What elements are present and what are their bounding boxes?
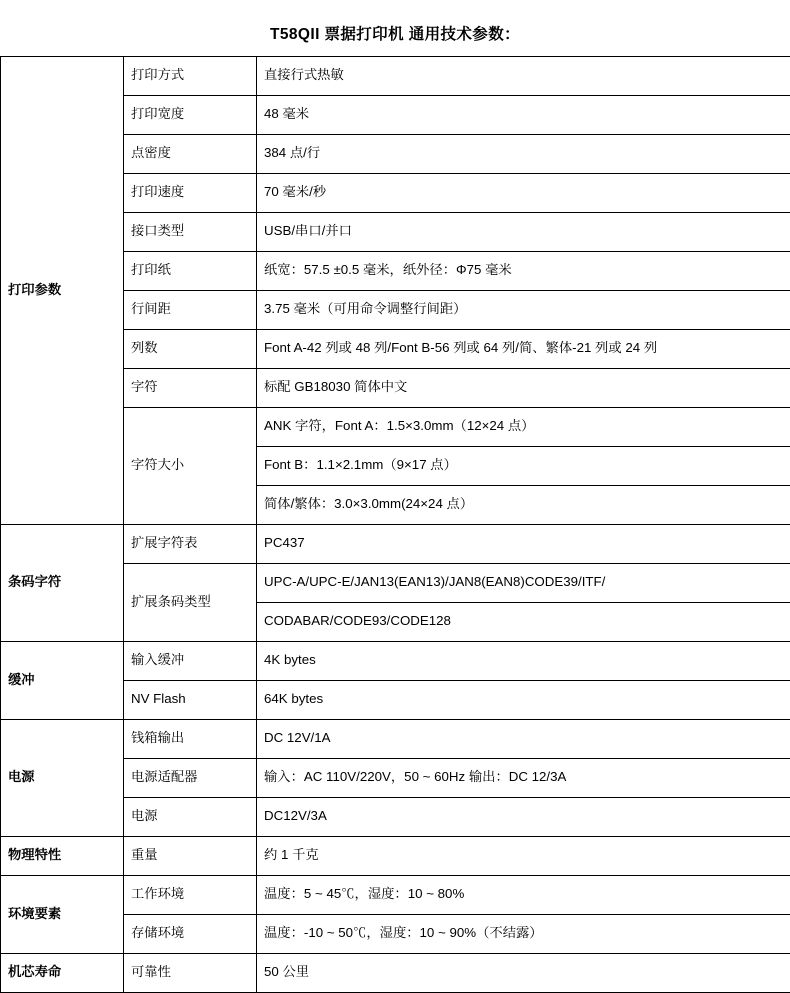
value-cell: UPC-A/UPC-E/JAN13(EAN13)/JAN8(EAN8)CODE39/ITF/ [257,564,790,603]
value-cell: 70 毫米/秒 [257,174,790,213]
value-cell: 384 点/行 [257,135,790,174]
subcategory-cell: 点密度 [124,135,257,174]
category-cell: 环境要素 [1,876,124,954]
subcategory-cell: 存储环境 [124,915,257,954]
value-cell: USB/串口/并口 [257,213,790,252]
value-cell: 64K bytes [257,681,790,720]
value-cell: PC437 [257,525,790,564]
value-cell: 50 公里 [257,954,790,993]
category-cell: 物理特性 [1,837,124,876]
category-cell: 条码字符 [1,525,124,642]
value-cell: 纸宽：57.5 ±0.5 毫米，纸外径：Φ75 毫米 [257,252,790,291]
category-cell: 电源 [1,720,124,837]
subcategory-cell: 重量 [124,837,257,876]
table-body [1,57,790,993]
subcategory-cell: 行间距 [124,291,257,330]
subcategory-cell: 扩展条码类型 [124,564,257,642]
subcategory-cell: 字符 [124,369,257,408]
value-cell: Font A-42 列或 48 列/Font B-56 列或 64 列/简、繁体-21 列或 24 列 [257,330,790,369]
table-row [1,876,790,915]
value-cell: DC 12V/1A [257,720,790,759]
subcategory-cell: 钱箱输出 [124,720,257,759]
table-row [1,642,790,681]
subcategory-cell: 工作环境 [124,876,257,915]
value-cell: 约 1 千克 [257,837,790,876]
table-row [1,57,790,96]
value-cell: 简体/繁体：3.0×3.0mm(24×24 点） [257,486,790,525]
page-title: T58QII 票据打印机 通用技术参数： [0,0,790,56]
subcategory-cell: 可靠性 [124,954,257,993]
subcategory-cell: 打印宽度 [124,96,257,135]
table-row [1,954,790,993]
subcategory-cell: 打印方式 [124,57,257,96]
value-cell: ANK 字符，Font A：1.5×3.0mm（12×24 点） [257,408,790,447]
value-cell: 4K bytes [257,642,790,681]
subcategory-cell: 电源 [124,798,257,837]
value-cell: 输入：AC 110V/220V，50 ~ 60Hz 输出：DC 12/3A [257,759,790,798]
value-cell: 直接行式热敏 [257,57,790,96]
value-cell: 温度：-10 ~ 50℃，湿度：10 ~ 90%（不结露） [257,915,790,954]
category-cell: 打印参数 [1,57,124,525]
category-cell: 缓冲 [1,642,124,720]
subcategory-cell: 打印速度 [124,174,257,213]
table-row [1,837,790,876]
subcategory-cell: NV Flash [124,681,257,720]
subcategory-cell: 扩展字符表 [124,525,257,564]
value-cell: 48 毫米 [257,96,790,135]
subcategory-cell: 接口类型 [124,213,257,252]
value-cell: 3.75 毫米（可用命令调整行间距） [257,291,790,330]
category-cell: 机芯寿命 [1,954,124,993]
value-cell: 温度：5 ~ 45℃，湿度：10 ~ 80% [257,876,790,915]
subcategory-cell: 打印纸 [124,252,257,291]
subcategory-cell: 电源适配器 [124,759,257,798]
value-cell: 标配 GB18030 简体中文 [257,369,790,408]
table-row [1,720,790,759]
value-cell: DC12V/3A [257,798,790,837]
subcategory-cell: 输入缓冲 [124,642,257,681]
specifications-table [0,56,790,993]
subcategory-cell: 字符大小 [124,408,257,525]
value-cell: CODABAR/CODE93/CODE128 [257,603,790,642]
subcategory-cell: 列数 [124,330,257,369]
table-row [1,525,790,564]
value-cell: Font B：1.1×2.1mm（9×17 点） [257,447,790,486]
